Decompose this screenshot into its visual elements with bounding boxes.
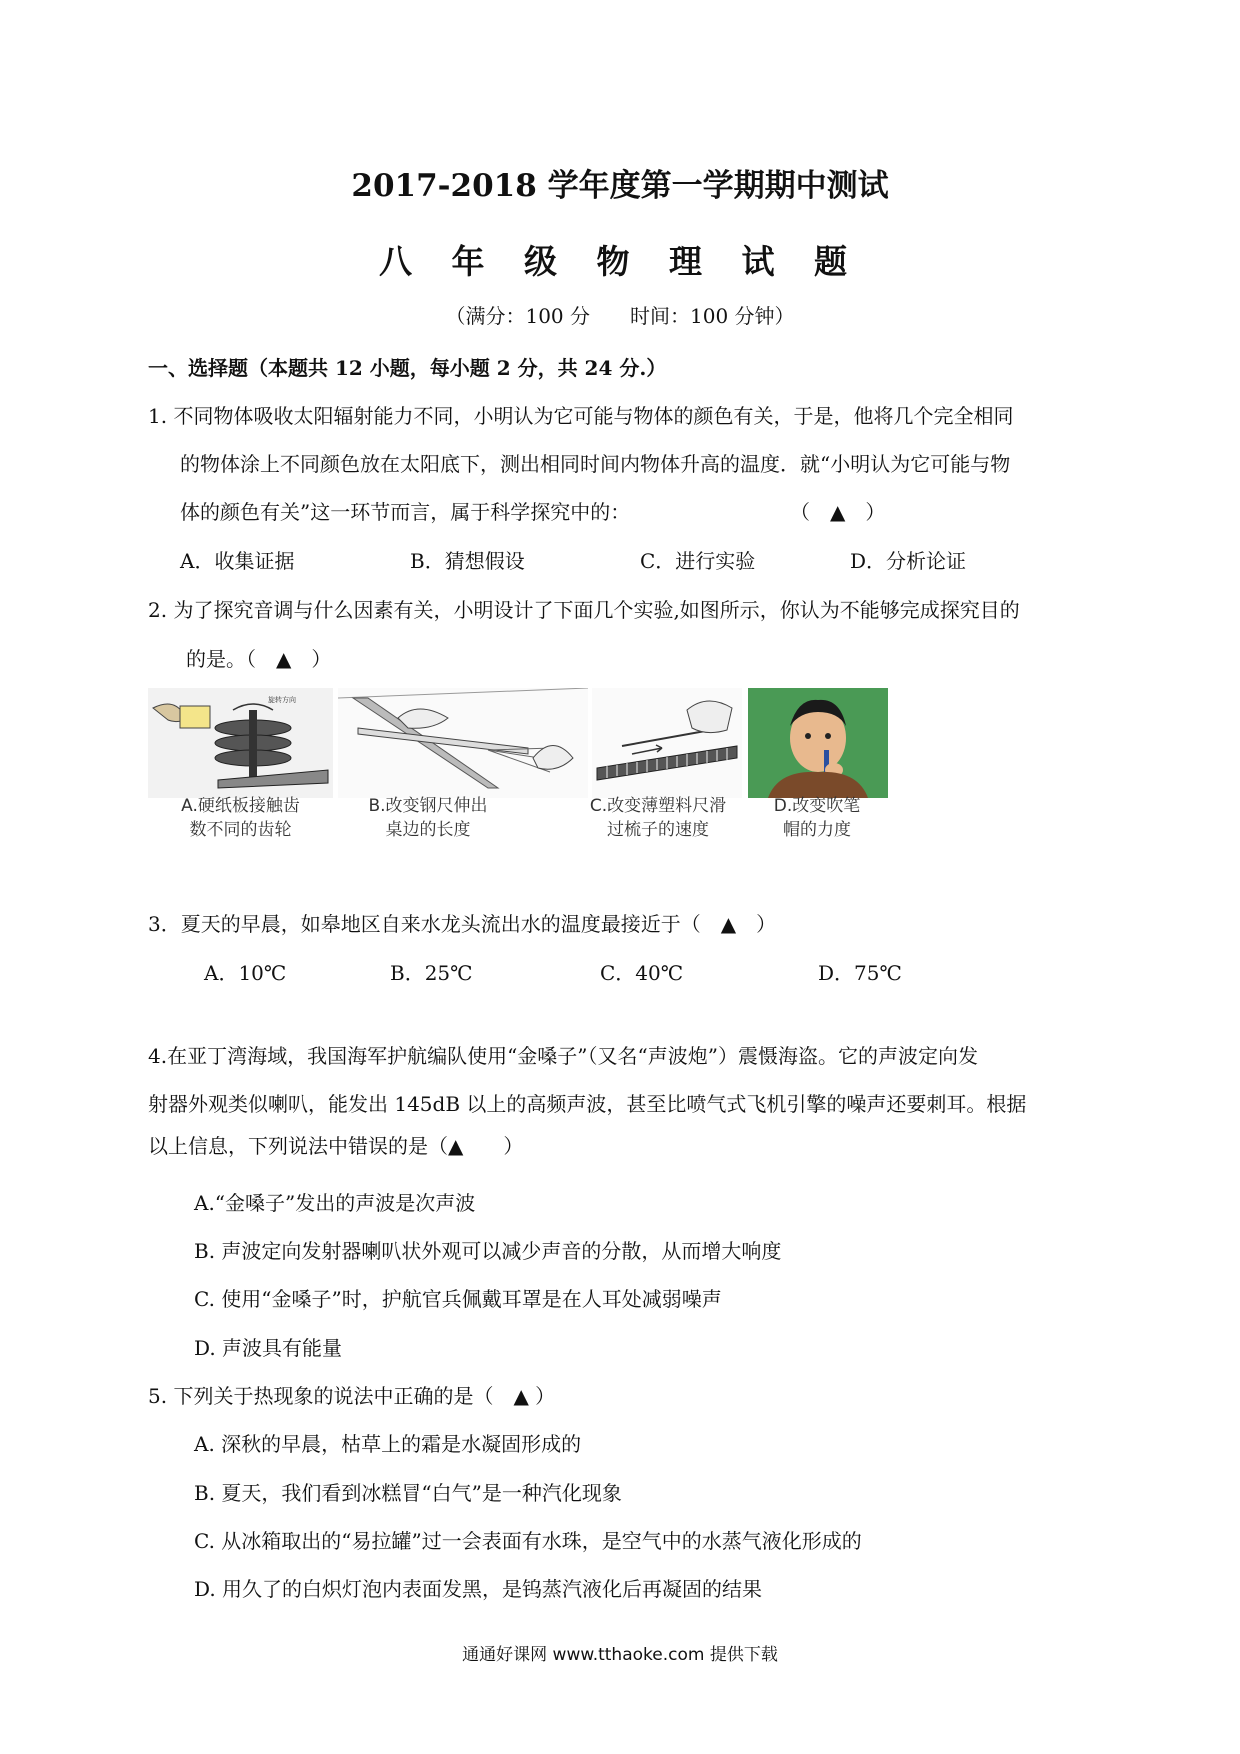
q4-option-b: B. 声波定向发射器喇叭状外观可以减少声音的分散，从而增大响度 [194,1239,782,1263]
figure-a-caption: A.硬纸板接触齿 数不同的齿轮 [181,796,300,840]
q1-option-a: A．收集证据 [180,549,295,573]
q1-line-1: 1. 不同物体吸收太阳辐射能力不同，小明认为它可能与物体的颜色有关，于是，他将几个完全相同 [148,404,1014,428]
q5-option-a: A. 深秋的早晨，枯草上的霜是水凝固形成的 [194,1432,582,1456]
page-footer: 通通好课网 www.tthaoke.com 提供下载 [462,1645,778,1665]
q3-option-b: B．25℃ [390,961,473,985]
q4-line-3: 以上信息，下列说法中错误的是（▲ ） [148,1134,524,1158]
q2-line-1: 2. 为了探究音调与什么因素有关，小明设计了下面几个实验,如图所示，你认为不能够完成探究目的 [148,598,1020,622]
q5-option-c: C. 从冰箱取出的“易拉罐”过一会表面有水珠，是空气中的水蒸气液化形成的 [194,1529,862,1553]
comb-illustration [592,688,742,798]
q3-option-c: C．40℃ [600,961,684,985]
exam-meta: （满分：100 分 时间：100 分钟） [445,304,795,328]
gear-wheel-illustration [148,688,333,798]
exam-subtitle: 八 年 级 物 理 试 题 [379,242,861,281]
q1-answer-blank: （ ▲ ） [790,500,886,524]
figure-b-steel-ruler [338,688,588,802]
rotation-direction-label: 旋转方向 [268,696,296,704]
q3-line-1: 3．夏天的早晨，如皋地区自来水龙头流出水的温度最接近于（ ▲ ） [148,912,777,936]
figure-c-comb [592,688,742,802]
q5-option-b: B. 夏天，我们看到冰糕冒“白气”是一种汽化现象 [194,1481,622,1505]
figure-d-boy-photo [748,688,888,802]
q4-option-c: C. 使用“金嗓子”时，护航官兵佩戴耳罩是在人耳处减弱噪声 [194,1287,722,1311]
q1-option-c: C．进行实验 [640,549,756,573]
figure-c-caption: C.改变薄塑料尺滑 过梳子的速度 [589,796,727,840]
q4-option-a: A.“金嗓子”发出的声波是次声波 [194,1191,476,1215]
q1-option-d: D．分析论证 [850,549,967,573]
q4-line-1: 4.在亚丁湾海域，我国海军护航编队使用“金嗓子”（又名“声波炮”）震慑海盗。它的声波定向发 [148,1044,978,1068]
q3-option-a: A．10℃ [204,961,287,985]
figure-d-caption: D.改变吹笔 帽的力度 [773,796,861,840]
q3-option-d: D．75℃ [818,961,902,985]
figure-a-gear-wheels [148,688,333,802]
boy-blowing-pen-cap-photo [748,688,888,798]
q1-line-3: 体的颜色有关”这一环节而言，属于科学探究中的： [180,500,631,524]
steel-ruler-illustration [338,688,588,798]
exam-title: 2017-2018 学年度第一学期期中测试 [351,168,889,204]
q4-line-2: 射器外观类似喇叭，能发出 145dB 以上的高频声波，甚至比喷气式飞机引擎的噪声还要刺耳。根据 [148,1092,1027,1116]
figure-b-caption: B.改变钢尺伸出 桌边的长度 [368,796,488,840]
q4-option-d: D. 声波具有能量 [194,1336,343,1360]
q1-line-2: 的物体涂上不同颜色放在太阳底下，测出相同时间内物体升高的温度．就“小明认为它可能与物 [180,452,1011,476]
section-heading: 一、选择题（本题共 12 小题，每小题 2 分，共 24 分.） [148,356,667,380]
q5-option-d: D. 用久了的白炽灯泡内表面发黑，是钨蒸汽液化后再凝固的结果 [194,1577,763,1601]
q5-line-1: 5. 下列关于热现象的说法中正确的是（ ▲ ） [148,1384,556,1408]
q2-line-2: 的是。（ ▲ ） [186,647,332,671]
q1-option-b: B．猜想假设 [410,549,525,573]
